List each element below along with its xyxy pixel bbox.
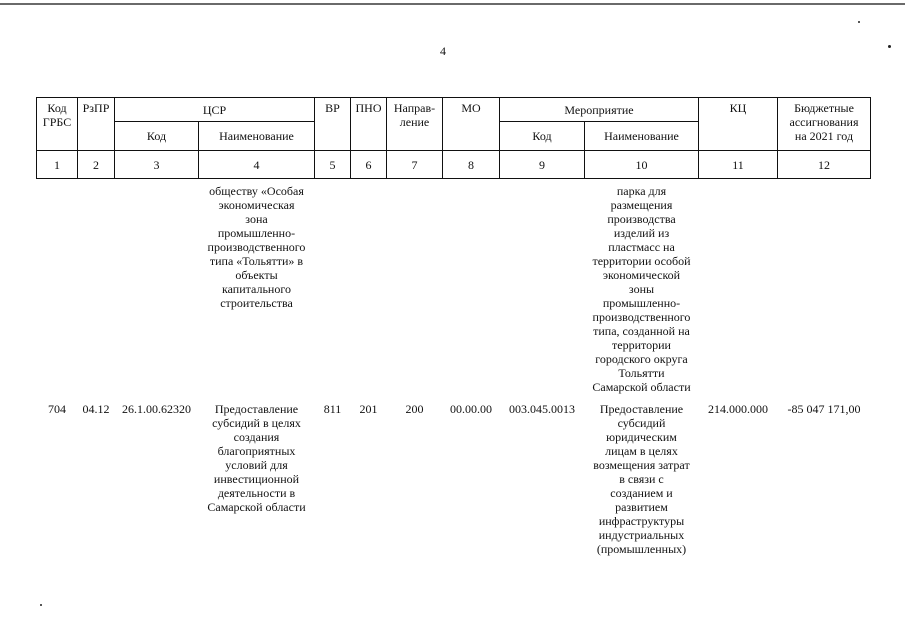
column-number: 7 [387,151,443,179]
cell-kod-grbs: 704 [48,402,66,416]
cell-csr-kod: 26.1.00.62320 [122,402,191,416]
header-meropr: Мероприятие [500,98,699,122]
header-meropr-kod: Код [500,122,585,151]
meropr-name-continuation: парка для размещения производства изделий из пластмасс на территории особой экономической зоны промышленно- производственного типа, созданной на территории городского округа Тольятти Самарской области [592,184,691,394]
column-number: 11 [699,151,778,179]
header-vr: ВР [315,98,351,151]
scan-speck [858,21,860,23]
header-rzpr: РзПР [78,98,115,151]
column-number: 6 [351,151,387,179]
header-csr: ЦСР [115,98,315,122]
header-kc: КЦ [699,98,778,151]
header-budget: Бюджетные ассигнования на 2021 год [778,98,871,151]
column-number: 4 [199,151,315,179]
cell-vr: 811 [323,402,342,416]
cell-csr-name: Предоставление субсидий в целях создания благоприятных условий для инвестиционной деятельности в Самарской области [207,402,306,514]
column-number: 5 [315,151,351,179]
column-number: 12 [778,151,871,179]
cell-meropr-name: Предоставление субсидий юридическим лицам в целях возмещения затрат в связи с созданием и развитием инфраструктуры индустриальных (промышленных) [593,402,690,556]
cell-meropr-kod: 003.045.0013 [509,402,575,416]
column-number: 3 [115,151,199,179]
cell-rzpr: 04.12 [82,402,110,416]
scan-speck [40,604,42,606]
column-number: 2 [78,151,115,179]
header-meropr-name: Наименование [585,122,699,151]
column-number: 10 [585,151,699,179]
header-napr: Направ- ление [387,98,443,151]
column-number: 1 [37,151,78,179]
scan-edge-line [0,3,905,5]
csr-name-continuation: обществу «Особая экономическая зона промышленно- производственного типа «Тольятти» в объекты капитального строительства [207,184,306,310]
header-pno: ПНО [351,98,387,151]
header-mo: МО [443,98,500,151]
cell-napr: 200 [405,402,424,416]
cell-budget: -85 047 171,00 [787,402,861,416]
header-csr-kod: Код [115,122,199,151]
header-csr-name: Наименование [199,122,315,151]
header-kod-grbs: Код ГРБС [37,98,78,151]
table-row [37,394,871,556]
cell-mo: 00.00.00 [450,402,492,416]
cell-pno: 201 [359,402,378,416]
budget-table [36,97,871,556]
column-number: 9 [500,151,585,179]
cell-kc: 214.000.000 [708,402,768,416]
scan-speck [888,45,891,48]
page-number: 4 [440,44,446,58]
column-number: 8 [443,151,500,179]
table-row-continuation [37,179,871,395]
